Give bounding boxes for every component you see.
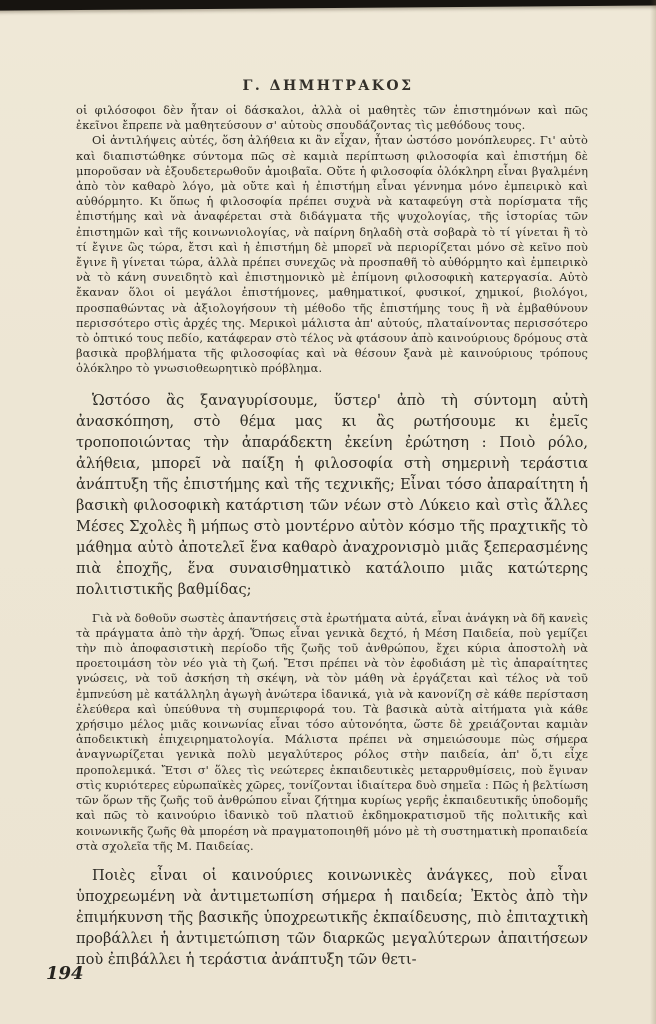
paragraph: Ποιὲς εἶναι οἱ καινούριες κοινωνικὲς ἀνάγκες, ποὺ εἶναι ὑποχρεωμένη νὰ ἀντιμετωπίση σήμερα ἡ παιδεία; Ἐκτὸς ἀπὸ τὴν ἐπιμήκυνση τῆς βασικῆς ὑποχρεωτικῆς ἐκπαίδευσης, πιὸ ἐπιταχτικὴ προβάλλει ἡ ἀντιμετώπιση τῶν διαρκῶς μεγαλύτερων ἀπαιτήσεων ποὺ ἐπιβάλλει ἡ τεράστια ἀνάπτυξη τῶν θετι- xyxy=(76,866,588,968)
paragraph: Γιὰ νὰ δοθοῦν σωστὲς ἀπαντήσεις στὰ ἐρωτήματα αὐτά, εἶναι ἀνάγκη νὰ δῆ κανεὶς τὰ πράγματα ἀπὸ τὴν ἀρχή. Ὅπως εἶναι γενικὰ δεχτό, ἡ Μέση Παιδεία, ποὺ γεμίζει τὴν πιὸ ἀποφασιστικὴ περίοδο τῆς ζωῆς τοῦ ἀνθρώπου, ἔχει κύρια ἀποστολὴ νὰ προετοιμάση τὸν νέο γιὰ τὴ ζωή. Ἔτσι πρέπει νὰ τὸν ἐφοδιάση μὲ τὶς ἀπαραίτητες γνώσεις, νὰ τοῦ ἀσκήση τὴ σκέψη, νὰ τὸν μάθη νὰ ἐργάζεται καὶ τέλος νὰ τοῦ ἐμπνεύση μὲ κατάλληλη ἀγωγὴ ἀνώτερα ἰδανικά, γιὰ νὰ κανονίζη σὲ κάθε περίσταση ἐλεύθερα καὶ ὑπεύθυνα τὴ συμπεριφορά του. Τὰ βασικὰ αὐτὰ αἰτήματα γιὰ κάθε χρήσιμο μέλος μιᾶς κοινωνίας εἶναι τόσο αὐτονόητα, ὥστε δὲ χρειάζονται καμιὰν ἀποδεικτικὴ ἐπιχειρηματολογία. Μάλιστα πρέπει νὰ σημειώσουμε πὼς σήμερα ἀναγνωρίζεται γενικὰ πολὺ μεγαλύτερος ρόλος στὴν παιδεία, ἀπ' ὅ,τι εἶχε προπολεμικά. Ἔτσι σ' ὅλες τὶς νεώτερες ἐκπαιδευτικὲς μεταρρυθμίσεις, ποὺ ἔγιναν στὶς κυριότερες εὐρωπαϊκὲς χῶρες, τονίζονται ἰδιαίτερα δυὸ σημεῖα : Πῶς ἡ βελτίωση τῶν ὅρων τῆς ζωῆς τοῦ ἀνθρώπου εἶναι ζήτημα κυρίως γερῆς ἐκπαιδευτικῆς ὑποδομῆς καὶ πῶς τὸ καινούριο ἰδανικὸ τοῦ πλατιοῦ ἐκδημοκρατισμοῦ τῆς πολιτικῆς καὶ κοινωνικῆς ζωῆς θὰ μπορέση νὰ πραγματοποιηθῆ μόνο μὲ τὴ συστηματικὴ προπαιδεία στὰ σχολεῖα τῆς Μ. Παιδείας. xyxy=(76,610,588,853)
scan-edge-top xyxy=(0,0,656,11)
page-header-author: Γ. ΔΗΜΗΤΡΑΚΟΣ xyxy=(242,78,414,94)
paragraph-continuation: οἱ φιλόσοφοι δὲν ἦταν οἱ δάσκαλοι, ἀλλὰ οἱ μαθητὲς τῶν ἐπιστημόνων καὶ πῶς ἐκεῖνοι ἔπρεπε νὰ μαθητεύσουν σ' αὐτοὺς σπουδάζοντας τὶς μεθόδους τους. xyxy=(76,103,588,133)
body-text-block xyxy=(76,103,588,970)
paragraph: Οἱ ἀντιλήψεις αὐτές, ὅση ἀλήθεια κι ἂν εἶχαν, ἦταν ὡστόσο μονόπλευρες. Γι' αὐτὸ καὶ διαπιστώθηκε σύντομα πῶς σὲ καμιὰ περίπτωση φιλοσοφία καὶ ἐπιστήμη δὲ μποροῦσαν νὰ ἐξουδετερωθοῦν ἀμοιβαῖα. Οὔτε ἡ φιλοσοφία ὁλόκληρη εἶναι βγαλμένη ἀπὸ τὸν καθαρὸ λόγο, μὰ οὔτε καὶ ἡ ἐπιστήμη εἶναι γέννημα μόνο ἐμπειρικὸ καὶ αὐθόρμητο. Κι ὅπως ἡ φιλοσοφία πρέπει συχνὰ νὰ καταφεύγη στὰ πορίσματα τῆς ἐπιστήμης καὶ νὰ ἀναφέρεται στὰ διδάγματα τῆς ψυχολογίας, τῆς ἱστορίας τῶν ἐπιστημῶν καὶ τῆς κοινωνιολογίας, νὰ παίρνη δηλαδὴ στὰ σοβαρὰ τὸ τί γίνεται ἢ τὸ τί ἔγινε ὣς τώρα, ἔτσι καὶ ἡ ἐπιστήμη δὲ μπορεῖ νὰ περιορίζεται μόνο σὲ κεῖνο ποὺ ἔγινε ἢ γίνεται τώρα, ἀλλὰ πρέπει συνεχῶς νὰ προσπαθῆ τὸ αὐθόρμητο καὶ ἐμπειρικὸ νὰ τὸ κάνη συνειδητὸ καὶ ἐπιστημονικὸ μὲ ἐπίμονη φιλοσοφικὴ κατεργασία. Αὐτὸ ἔκαναν ὅλοι οἱ μεγάλοι ἐπιστήμονες, μαθηματικοί, φυσικοί, χημικοί, βιολόγοι, προσπαθώντας νὰ ἀξιολογήσουν τὴ μέθοδο τῆς ἐπιστήμης τους ἢ νὰ ἐμβαθύνουν περισσότερο στὶς ἀρχές της. Μερικοὶ μάλιστα ἀπ' αὐτούς, πλαταίνοντας περισσότερο τὸ ὀπτικό τους πεδίο, κατάφεραν στὸ τέλος νὰ φτάσουν ἀπὸ καινούριους δρόμους στὰ βασικὰ προβλήματα τῆς φιλοσοφίας καὶ νὰ θέσουν ξανὰ μὲ καινούριους τρόπους ὁλόκληρο τὸ γνωσιοθεωρητικὸ πρόβλημα. xyxy=(76,133,588,376)
paragraph: Ὡστόσο ἂς ξαναγυρίσουμε, ὕστερ' ἀπὸ τὴ σύντομη αὐτὴ ἀνασκόπηση, στὸ θέμα μας κι ἂς ρωτήσουμε κι ἐμεῖς τροποποιώντας τὴν ἀπαράδεκτη ἐκείνη ἐρώτηση : Ποιὸ ρόλο, ἀλήθεια, μπορεῖ νὰ παίξη ἡ φιλοσοφία στὴ σημερινὴ τεράστια ἀνάπτυξη τῆς ἐπιστήμης καὶ τῆς τεχνικῆς; Εἶναι τόσο ἀπαραίτητη ἡ βασικὴ φιλοσοφικὴ κατάρτιση τῶν νέων στὸ Λύκειο καὶ στὶς ἄλλες Μέσες Σχολὲς ἢ μήπως στὸ μοντέρνο αὐτὸν κόσμο τῆς πραχτικῆς τὸ μάθημα αὐτὸ ἀποτελεῖ ἕνα καθαρὸ ἀναχρονισμὸ μιᾶς ξεπερασμένης πιὰ ἐποχῆς, ἕνα συναισθηματικὸ κατάλοιπο μιᾶς κατώτερης πολιτιστικῆς βαθμίδας; xyxy=(76,391,588,598)
scan-shade-right xyxy=(650,0,656,1024)
page-number: 194 xyxy=(46,963,84,984)
